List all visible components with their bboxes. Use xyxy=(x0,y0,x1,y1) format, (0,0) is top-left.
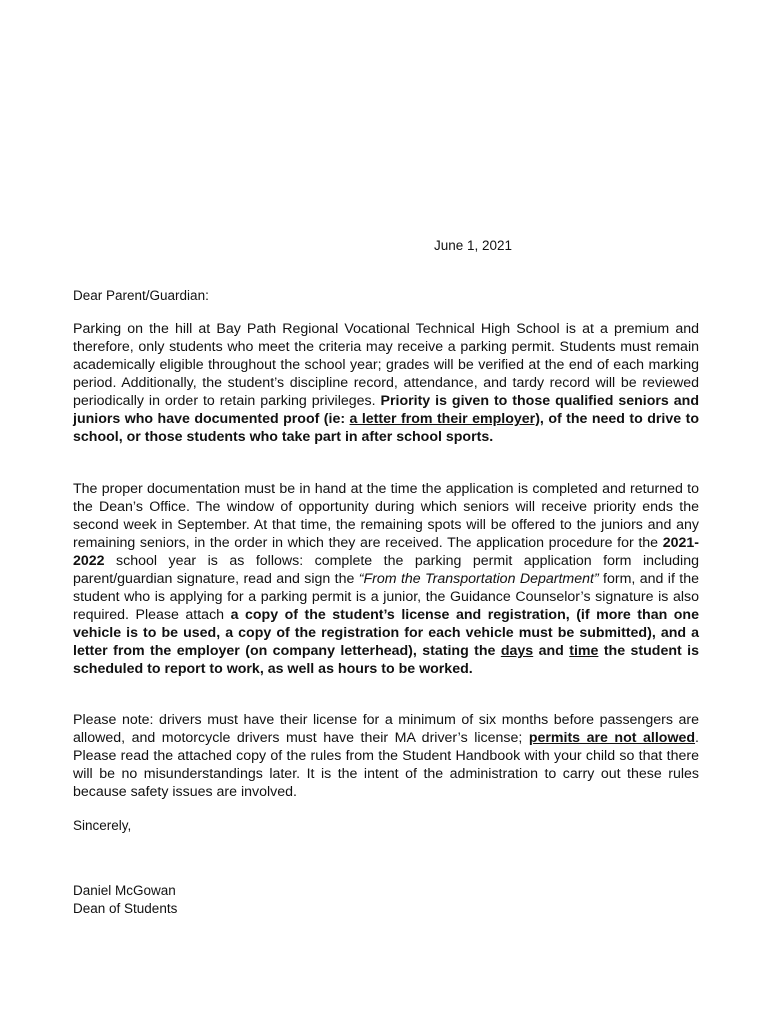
paragraph-parking-criteria xyxy=(73,320,699,446)
p2-time: time xyxy=(569,643,599,659)
p1-employer-letter: a letter from their employer), xyxy=(349,411,544,427)
p2-text-3: form, and if the student who is applying for a parking permit is a junior, the Guidance Counselor’s signature is also required. Please attach xyxy=(73,571,699,623)
p1-text: Parking on the hill at Bay Path Regional Vocational Technical High School is at a premium and therefore, only students who meet the criteria may receive a parking permit. Students must remain academically eligible throughout the school year; grades will be verified at the end of each marking period. Additionally, the student’s discipline record, attendance, and tardy record will be reviewed periodically in order to retain parking privileges. xyxy=(73,321,699,409)
p3-text-1: Please note: drivers must have their license for a minimum of six months before passengers are allowed, and motorcycle drivers must have their MA driver’s license; xyxy=(73,712,699,746)
p2-text-1: The proper documentation must be in hand at the time the application is completed and returned to the Dean’s Office. The window of opportunity during which seniors will receive priority ends the second week in September. At that time, the remaining spots will be offered to the juniors and any remaining seniors, in the order in which they are received. The application procedure for the xyxy=(73,481,699,551)
signature-name: Daniel McGowan xyxy=(73,883,176,898)
p2-and: and xyxy=(533,643,570,659)
paragraph-documentation xyxy=(73,480,699,678)
p3-text-2: . Please read the attached copy of the rules from the Student Handbook with your child so that there will be no misunderstandings later. It is the intent of the administration to carry out these rules because safety issues are involved. xyxy=(73,730,699,800)
p2-text-2: school year is as follows: complete the parking permit application form including parent/guardian signature, read and sign the xyxy=(73,553,699,587)
closing: Sincerely, xyxy=(73,818,132,833)
letter-date: June 1, 2021 xyxy=(434,238,513,253)
p2-hours: the student is scheduled to report to work, as well as hours to be worked. xyxy=(73,643,699,677)
p1-priority-bold: Priority is given to those qualified seniors and juniors who have documented proof (ie: xyxy=(73,393,699,427)
signature-title: Dean of Students xyxy=(73,901,178,916)
p2-days: days xyxy=(500,643,534,659)
p2-attach-bold: a copy of the student’s license and registration, (if more than one vehicle is to be used, a copy of the registration for each vehicle must be submitted), and a letter from the employer (on company letterhead), stating the xyxy=(73,607,699,659)
paragraph-please-note xyxy=(73,711,699,801)
p2-school-year: 2021-2022 xyxy=(73,535,699,569)
p1-need-to-drive: of the need to drive to school, or those students who take part in after school sports. xyxy=(73,411,699,445)
p2-form-name: “From the Transportation Department” xyxy=(358,571,599,587)
salutation: Dear Parent/Guardian: xyxy=(73,288,209,303)
p3-permits-not-allowed: permits are not allowed xyxy=(528,730,696,746)
